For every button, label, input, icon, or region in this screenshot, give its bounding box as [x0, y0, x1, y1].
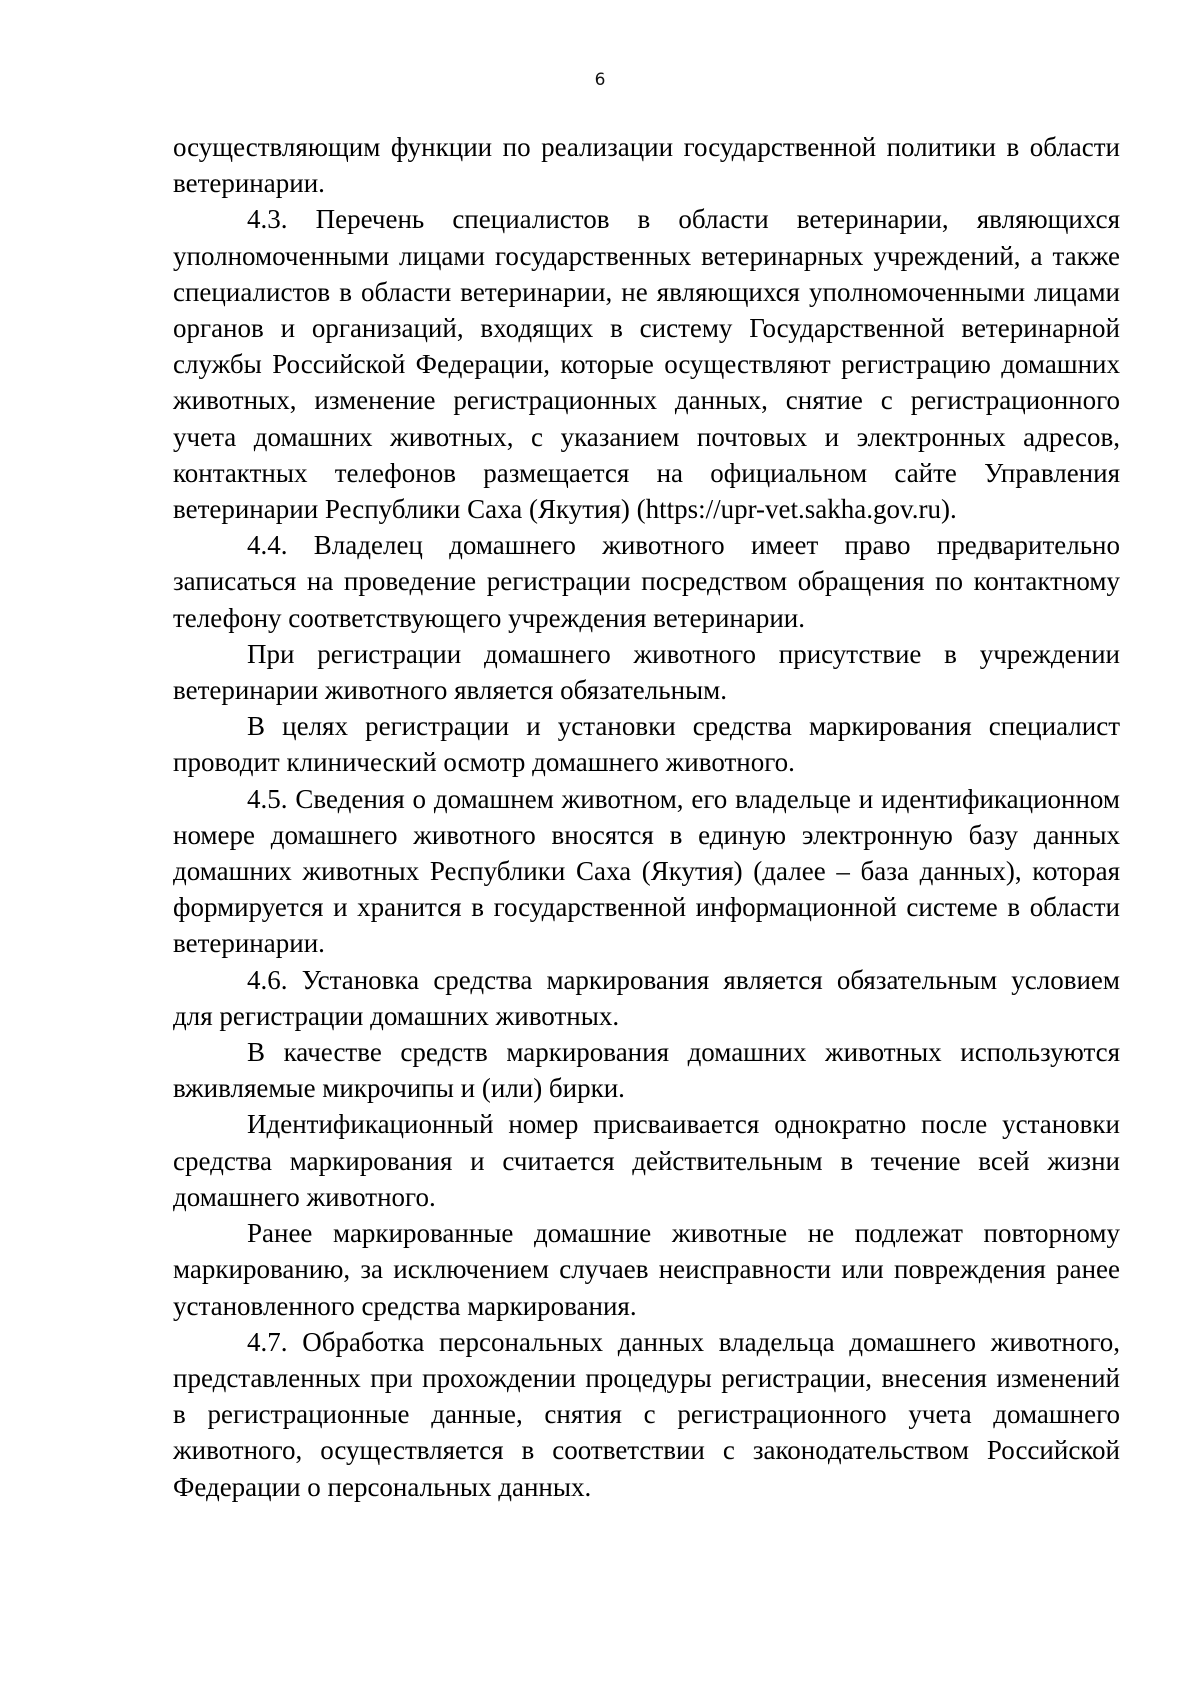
- paragraph-4-4: 4.4. Владелец домашнего животного имеет право предварительно записаться на проведение регистрации посредством обращения по контактному телефону соответствующего учреждения ветеринарии.: [173, 530, 1120, 633]
- paragraph-4-6-remarking: Ранее маркированные домашние животные не подлежат повторному маркированию, за исключением случаев неисправности или повреждения ранее установленного средства маркирования.: [173, 1218, 1120, 1321]
- paragraph-4-6-id-number: Идентификационный номер присваивается однократно после установки средства маркирования и считается действительным в течение всей жизни домашнего животного.: [173, 1109, 1120, 1212]
- page-number: 6: [594, 70, 606, 90]
- paragraph-4-3: 4.3. Перечень специалистов в области ветеринарии, являющихся уполномоченными лицами государственных ветеринарных учреждений, а также специалистов в области ветеринарии, не являющихся уполномоченными лицами органов и организаций, входящих в систему Государственной ветеринарной службы Российской Федерации, которые осуществляют регистрацию домашних животных, изменение регистрационных данных, снятие с регистрационного учета домашних животных, с указанием почтовых и электронных адресов, контактных телефонов размещается на официальном сайте Управления ветеринарии Республики Саха (Якутия) (https://upr-vet.sakha.gov.ru).: [173, 204, 1120, 525]
- paragraph-4-4-inspection: В целях регистрации и установки средства маркирования специалист проводит клинический осмотр домашнего животного.: [173, 711, 1120, 778]
- paragraph-4-5: 4.5. Сведения о домашнем животном, его владельце и идентификационном номере домашнего животного вносятся в единую электронную базу данных домашних животных Республики Саха (Якутия) (далее – база данных), которая формируется и хранится в государственной информационной системе в области ветеринарии.: [173, 783, 1120, 959]
- document-body: [173, 129, 1120, 1505]
- paragraph-continuation: осуществляющим функции по реализации государственной политики в области ветеринарии.: [173, 132, 1120, 199]
- paragraph-4-6-means: В качестве средств маркирования домашних животных используются вживляемые микрочипы и (или) бирки.: [173, 1037, 1120, 1104]
- paragraph-4-6: 4.6. Установка средства маркирования является обязательным условием для регистрации домашних животных.: [173, 964, 1120, 1031]
- paragraph-4-7: 4.7. Обработка персональных данных владельца домашнего животного, представленных при прохождении процедуры регистрации, внесения изменений в регистрационные данные, снятия с регистрационного учета домашнего животного, осуществляется в соответствии с законодательством Российской Федерации о персональных данных.: [173, 1326, 1120, 1502]
- paragraph-4-4-presence: При регистрации домашнего животного присутствие в учреждении ветеринарии животного является обязательным.: [173, 638, 1120, 706]
